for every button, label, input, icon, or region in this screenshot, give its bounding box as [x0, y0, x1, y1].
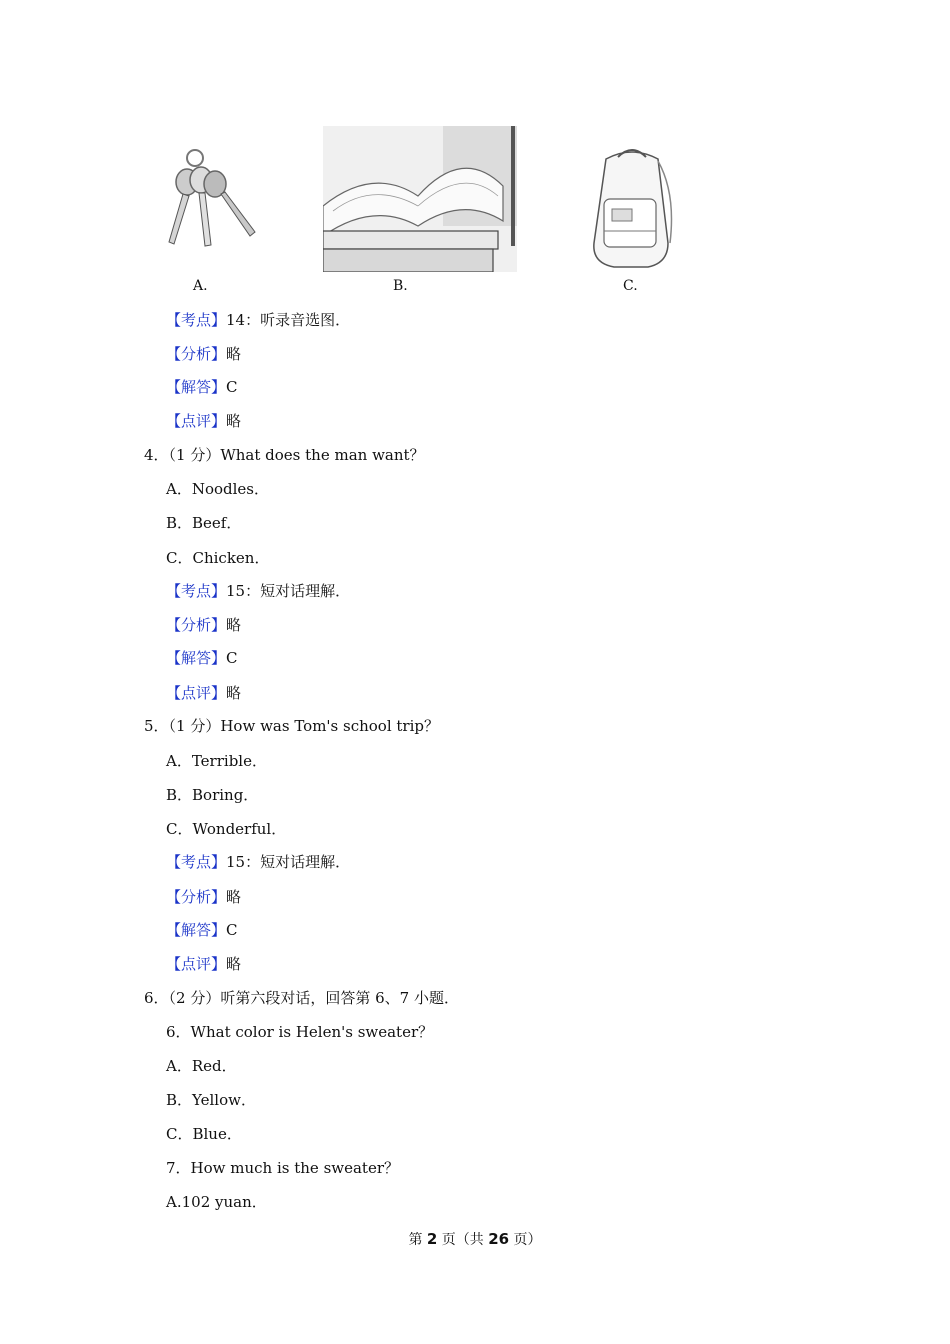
- q3-kaodian: [166, 310, 350, 330]
- kaodian-tag: 【考点】: [166, 582, 227, 600]
- q4-jieda: [166, 648, 238, 668]
- page-number: 2: [426, 1230, 438, 1248]
- backpack-image: [588, 143, 676, 271]
- kaodian-text: 14：听录音选图．: [226, 311, 351, 329]
- footer-middle: 页（共: [437, 1232, 489, 1248]
- fenxi-text: 略: [226, 888, 242, 906]
- q5-jieda: [166, 920, 238, 940]
- q4-stem: 4．（1 分）What does the man want？: [144, 446, 425, 464]
- q6-option-a: A．Red．: [166, 1057, 237, 1075]
- q5-option-b: B．Boring．: [166, 786, 259, 804]
- q3-jieda: [166, 377, 238, 397]
- figure-label-b: B.: [393, 278, 408, 294]
- q5-fenxi: [166, 887, 241, 907]
- q5-option-c: C．Wonderful．: [166, 820, 287, 838]
- figure-label-c: C.: [623, 278, 638, 294]
- dianping-tag: 【点评】: [166, 412, 227, 430]
- footer-prefix: 第: [408, 1232, 427, 1248]
- q4-dianping: [166, 683, 241, 703]
- dianping-text: 略: [226, 955, 242, 973]
- q6-sub-question-7: 7．How much is the sweater？: [166, 1159, 400, 1177]
- q4-kaodian: [166, 581, 350, 601]
- kaodian-tag: 【考点】: [166, 853, 227, 871]
- figure-label-a: A.: [193, 278, 208, 294]
- keys-image: [165, 140, 260, 252]
- jieda-tag: 【解答】: [166, 649, 227, 667]
- q5-option-a: A．Terrible．: [166, 752, 267, 770]
- kaodian-tag: 【考点】: [166, 311, 227, 329]
- q6-option-b: B．Yellow．: [166, 1091, 256, 1109]
- jieda-tag: 【解答】: [166, 921, 227, 939]
- dianping-text: 略: [226, 684, 242, 702]
- fenxi-tag: 【分析】: [166, 345, 227, 363]
- jieda-text: C: [226, 378, 238, 396]
- q4-option-b: B．Beef．: [166, 514, 242, 532]
- fenxi-tag: 【分析】: [166, 888, 227, 906]
- figure-keys: [165, 140, 260, 252]
- q4-fenxi: [166, 615, 241, 635]
- q4-option-a: A．Noodles．: [166, 480, 269, 498]
- q6-sub-question-6: 6．What color is Helen's sweater？: [166, 1023, 434, 1041]
- kaodian-text: 15：短对话理解．: [226, 582, 351, 600]
- q5-dianping: [166, 954, 241, 974]
- figure-backpack: [588, 143, 676, 271]
- kaodian-text: 15：短对话理解．: [226, 853, 351, 871]
- fenxi-text: 略: [226, 616, 242, 634]
- figure-book: [323, 126, 517, 272]
- dianping-tag: 【点评】: [166, 684, 227, 702]
- total-pages: 26: [488, 1230, 510, 1248]
- fenxi-tag: 【分析】: [166, 616, 227, 634]
- dianping-text: 略: [226, 412, 242, 430]
- jieda-text: C: [226, 649, 238, 667]
- q5-kaodian: [166, 852, 350, 872]
- q3-fenxi: [166, 344, 241, 364]
- footer-suffix: 页）: [509, 1232, 542, 1248]
- dianping-tag: 【点评】: [166, 955, 227, 973]
- q3-dianping: [166, 411, 241, 431]
- fenxi-text: 略: [226, 345, 242, 363]
- page-footer: [0, 1229, 950, 1250]
- q6-option-c: C．Blue．: [166, 1125, 242, 1143]
- jieda-text: C: [226, 921, 238, 939]
- jieda-tag: 【解答】: [166, 378, 227, 396]
- q4-option-c: C．Chicken．: [166, 549, 270, 567]
- q7-option-a: A.102 yuan．: [166, 1193, 267, 1211]
- q5-stem: 5．（1 分）How was Tom's school trip？: [144, 717, 439, 735]
- q6-stem: 6．（2 分）听第六段对话，回答第 6、7 小题．: [144, 989, 459, 1007]
- open-book-image: [323, 126, 517, 272]
